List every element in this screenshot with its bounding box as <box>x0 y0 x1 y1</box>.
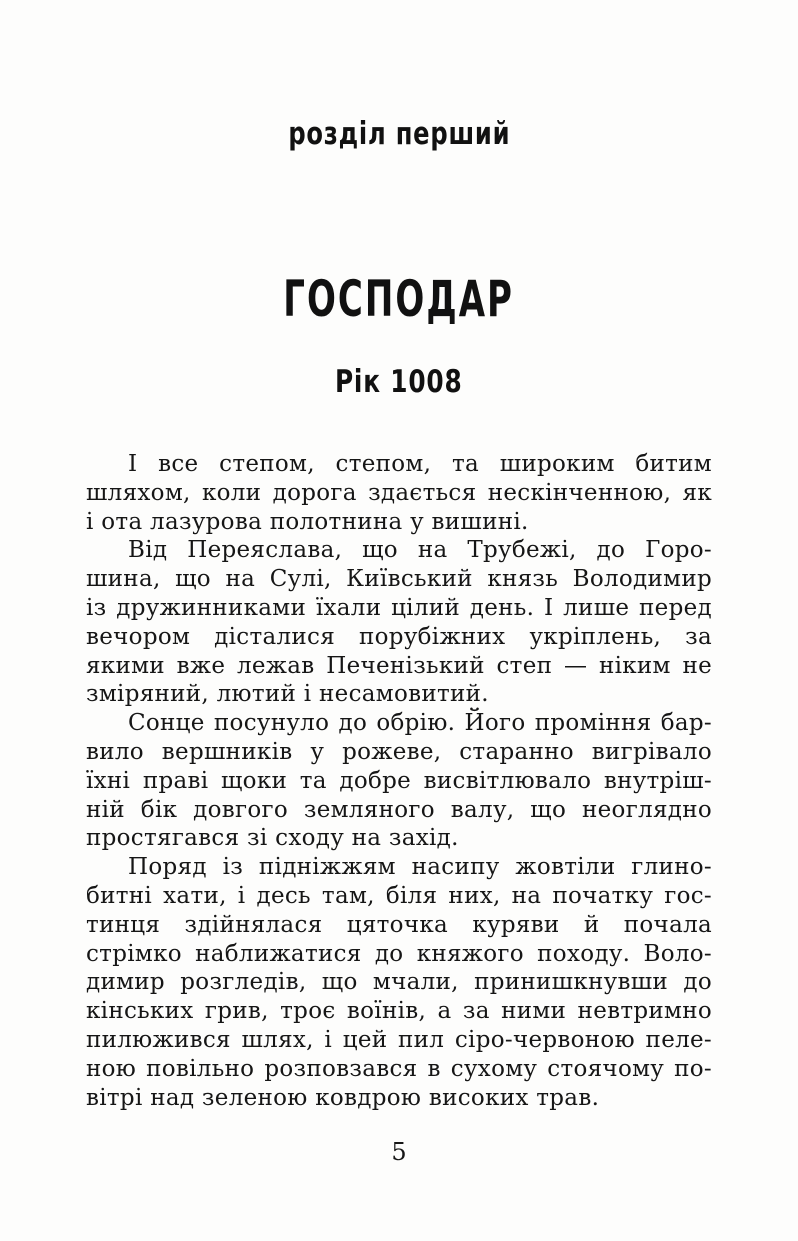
text-line: простягався зі сходу на захід. <box>86 825 459 852</box>
text-line: Від Переяслава, що на Трубежі, до Горо- <box>128 537 712 564</box>
text-line: їхні праві щоки та добре висвітлювало внутріш- <box>86 767 712 794</box>
book-title <box>0 270 798 328</box>
text-line: тинця здійнялася цяточка куряви й почала <box>86 911 712 938</box>
year-subtitle-text: Рік 1008 <box>335 364 463 400</box>
text-line: кінських грив, троє воїнів, а за ними невтримно <box>86 998 712 1025</box>
book-title-text: ГОСПОДАР <box>283 270 515 328</box>
text-line: вило вершників у рожеве, старанно вигрівало <box>86 738 712 765</box>
chapter-heading-text: розділ перший <box>287 116 511 152</box>
text-line: якими вже лежав Печенізький степ — ніким не <box>86 652 712 679</box>
text-line: вітрі над зеленою ковдрою високих трав. <box>86 1084 600 1111</box>
text-line: Поряд із підніжжям насипу жовтіли глино- <box>128 854 712 881</box>
text-line: Сонце посунуло до обрію. Його проміння бар- <box>128 710 712 737</box>
year-subtitle <box>0 364 798 400</box>
page-number: 5 <box>391 1138 407 1166</box>
text-line: димир розгледів, що мчали, принишкнувши до <box>86 969 712 996</box>
chapter-heading <box>0 116 798 152</box>
text-line: стрімко наближатися до княжого походу. Воло- <box>86 940 712 967</box>
text-line: ною повільно розповзався в сухому стоячому по- <box>86 1055 712 1082</box>
text-line: із дружинниками їхали цілий день. І лише перед <box>86 594 712 621</box>
text-line: пилюжився шлях, і цей пил сіро-червоною пеле- <box>86 1026 712 1053</box>
paragraph <box>86 853 712 1112</box>
paragraph <box>86 709 712 853</box>
paragraph <box>86 450 712 536</box>
text-line: і ота лазурова полотнина у вишині. <box>86 508 529 535</box>
text-line: зміряний, лютий і несамовитий. <box>86 681 489 708</box>
text-line: ній бік довгого земляного валу, що неоглядно <box>86 796 712 823</box>
text-line: битні хати, і десь там, біля них, на початку гос- <box>86 882 712 909</box>
paragraph <box>86 536 712 709</box>
text-line: вечором дісталися порубіжних укріплень, за <box>86 623 712 650</box>
text-line: І все степом, степом, та широким битим <box>128 451 712 477</box>
text-line: шина, що на Сулі, Київський князь Володимир <box>86 566 712 593</box>
text-line: шляхом, коли дорога здається нескінченною, як <box>86 479 712 506</box>
body-text <box>86 450 712 1112</box>
